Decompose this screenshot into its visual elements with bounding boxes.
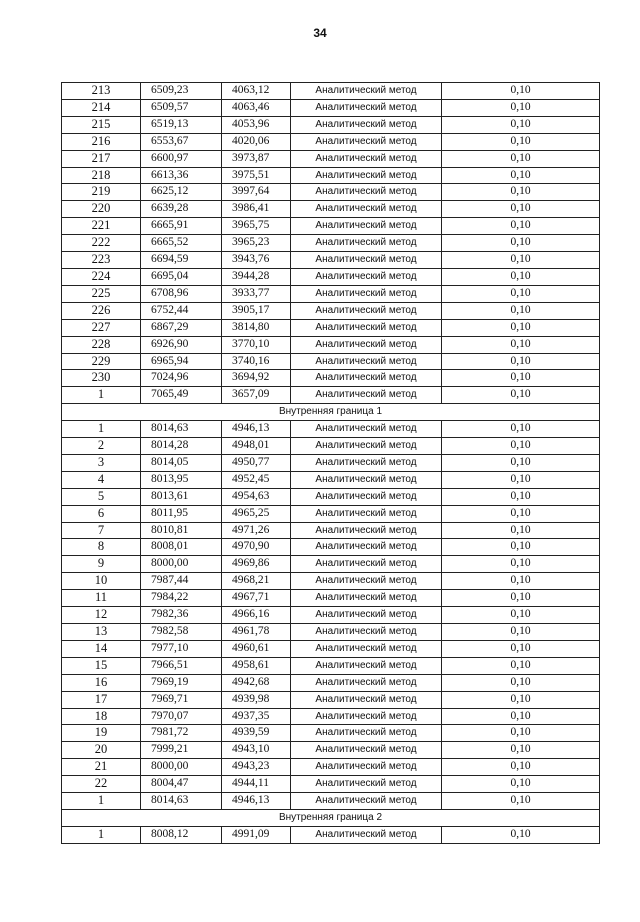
x-coordinate-cell: 8014,28: [141, 438, 222, 455]
accuracy-cell: 0,10: [442, 590, 600, 607]
point-number-cell: 230: [62, 370, 141, 387]
method-cell: Аналитический метод: [291, 387, 442, 404]
x-coordinate-cell: 7065,49: [141, 387, 222, 404]
method-cell: Аналитический метод: [291, 776, 442, 793]
point-number-cell: 215: [62, 116, 141, 133]
point-number-cell: 22: [62, 776, 141, 793]
method-cell: Аналитический метод: [291, 438, 442, 455]
accuracy-cell: 0,10: [442, 201, 600, 218]
table-row: [62, 167, 600, 184]
x-coordinate-cell: 8000,00: [141, 556, 222, 573]
x-coordinate-cell: 6752,44: [141, 302, 222, 319]
method-cell: Аналитический метод: [291, 421, 442, 438]
y-coordinate-cell: 4020,06: [222, 133, 291, 150]
table-row: [62, 421, 600, 438]
x-coordinate-cell: 7969,19: [141, 674, 222, 691]
point-number-cell: 219: [62, 184, 141, 201]
y-coordinate-cell: 4971,26: [222, 522, 291, 539]
table-row: [62, 438, 600, 455]
accuracy-cell: 0,10: [442, 776, 600, 793]
x-coordinate-cell: 6509,23: [141, 83, 222, 100]
x-coordinate-cell: 8008,12: [141, 826, 222, 843]
table-row: [62, 387, 600, 404]
method-cell: Аналитический метод: [291, 691, 442, 708]
method-cell: Аналитический метод: [291, 99, 442, 116]
x-coordinate-cell: 7987,44: [141, 573, 222, 590]
table-row: [62, 218, 600, 235]
x-coordinate-cell: 8014,63: [141, 421, 222, 438]
y-coordinate-cell: 3965,75: [222, 218, 291, 235]
point-number-cell: 1: [62, 826, 141, 843]
accuracy-cell: 0,10: [442, 167, 600, 184]
x-coordinate-cell: 6600,97: [141, 150, 222, 167]
point-number-cell: 216: [62, 133, 141, 150]
section-header-row: [62, 809, 600, 826]
accuracy-cell: 0,10: [442, 218, 600, 235]
method-cell: Аналитический метод: [291, 285, 442, 302]
method-cell: Аналитический метод: [291, 116, 442, 133]
table-row: [62, 640, 600, 657]
table-row: [62, 235, 600, 252]
table-row: [62, 624, 600, 641]
x-coordinate-cell: 6553,67: [141, 133, 222, 150]
y-coordinate-cell: 4970,90: [222, 539, 291, 556]
table-row: [62, 370, 600, 387]
accuracy-cell: 0,10: [442, 573, 600, 590]
table-row: [62, 336, 600, 353]
y-coordinate-cell: 4965,25: [222, 505, 291, 522]
y-coordinate-cell: 3694,92: [222, 370, 291, 387]
table-row: [62, 505, 600, 522]
y-coordinate-cell: 4948,01: [222, 438, 291, 455]
table-row: [62, 793, 600, 810]
accuracy-cell: 0,10: [442, 708, 600, 725]
table-row: [62, 759, 600, 776]
method-cell: Аналитический метод: [291, 83, 442, 100]
x-coordinate-cell: 6625,12: [141, 184, 222, 201]
table-row: [62, 471, 600, 488]
method-cell: Аналитический метод: [291, 488, 442, 505]
table-row: [62, 319, 600, 336]
method-cell: Аналитический метод: [291, 708, 442, 725]
table-row: [62, 285, 600, 302]
point-number-cell: 17: [62, 691, 141, 708]
accuracy-cell: 0,10: [442, 302, 600, 319]
accuracy-cell: 0,10: [442, 607, 600, 624]
point-number-cell: 18: [62, 708, 141, 725]
point-number-cell: 16: [62, 674, 141, 691]
method-cell: Аналитический метод: [291, 252, 442, 269]
accuracy-cell: 0,10: [442, 353, 600, 370]
x-coordinate-cell: 6665,52: [141, 235, 222, 252]
point-number-cell: 3: [62, 454, 141, 471]
table-row: [62, 99, 600, 116]
x-coordinate-cell: 6509,57: [141, 99, 222, 116]
y-coordinate-cell: 4954,63: [222, 488, 291, 505]
accuracy-cell: 0,10: [442, 319, 600, 336]
method-cell: Аналитический метод: [291, 133, 442, 150]
x-coordinate-cell: 7982,58: [141, 624, 222, 641]
x-coordinate-cell: 8010,81: [141, 522, 222, 539]
y-coordinate-cell: 3933,77: [222, 285, 291, 302]
y-coordinate-cell: 4937,35: [222, 708, 291, 725]
x-coordinate-cell: 6519,13: [141, 116, 222, 133]
accuracy-cell: 0,10: [442, 268, 600, 285]
x-coordinate-cell: 8014,05: [141, 454, 222, 471]
point-number-cell: 224: [62, 268, 141, 285]
point-number-cell: 223: [62, 252, 141, 269]
table-row: [62, 742, 600, 759]
method-cell: Аналитический метод: [291, 505, 442, 522]
method-cell: Аналитический метод: [291, 336, 442, 353]
x-coordinate-cell: 6613,36: [141, 167, 222, 184]
table-row: [62, 674, 600, 691]
x-coordinate-cell: 6867,29: [141, 319, 222, 336]
accuracy-cell: 0,10: [442, 99, 600, 116]
x-coordinate-cell: 7024,96: [141, 370, 222, 387]
point-number-cell: 220: [62, 201, 141, 218]
point-number-cell: 225: [62, 285, 141, 302]
point-number-cell: 2: [62, 438, 141, 455]
accuracy-cell: 0,10: [442, 83, 600, 100]
accuracy-cell: 0,10: [442, 742, 600, 759]
method-cell: Аналитический метод: [291, 454, 442, 471]
accuracy-cell: 0,10: [442, 657, 600, 674]
table-row: [62, 83, 600, 100]
table-row: [62, 708, 600, 725]
table-row: [62, 590, 600, 607]
table-row: [62, 116, 600, 133]
method-cell: Аналитический метод: [291, 607, 442, 624]
method-cell: Аналитический метод: [291, 471, 442, 488]
accuracy-cell: 0,10: [442, 235, 600, 252]
y-coordinate-cell: 3965,23: [222, 235, 291, 252]
point-number-cell: 213: [62, 83, 141, 100]
table-row: [62, 268, 600, 285]
method-cell: Аналитический метод: [291, 640, 442, 657]
point-number-cell: 7: [62, 522, 141, 539]
point-number-cell: 221: [62, 218, 141, 235]
accuracy-cell: 0,10: [442, 691, 600, 708]
y-coordinate-cell: 4943,23: [222, 759, 291, 776]
table-row: [62, 488, 600, 505]
accuracy-cell: 0,10: [442, 488, 600, 505]
y-coordinate-cell: 4053,96: [222, 116, 291, 133]
table-row: [62, 725, 600, 742]
table-row: [62, 302, 600, 319]
point-number-cell: 14: [62, 640, 141, 657]
method-cell: Аналитический метод: [291, 759, 442, 776]
point-number-cell: 1: [62, 793, 141, 810]
accuracy-cell: 0,10: [442, 725, 600, 742]
x-coordinate-cell: 6694,59: [141, 252, 222, 269]
y-coordinate-cell: 3740,16: [222, 353, 291, 370]
accuracy-cell: 0,10: [442, 184, 600, 201]
method-cell: Аналитический метод: [291, 268, 442, 285]
x-coordinate-cell: 7981,72: [141, 725, 222, 742]
method-cell: Аналитический метод: [291, 573, 442, 590]
table-row: [62, 556, 600, 573]
accuracy-cell: 0,10: [442, 370, 600, 387]
point-number-cell: 19: [62, 725, 141, 742]
method-cell: Аналитический метод: [291, 793, 442, 810]
y-coordinate-cell: 4946,13: [222, 793, 291, 810]
accuracy-cell: 0,10: [442, 640, 600, 657]
method-cell: Аналитический метод: [291, 826, 442, 843]
point-number-cell: 21: [62, 759, 141, 776]
method-cell: Аналитический метод: [291, 674, 442, 691]
method-cell: Аналитический метод: [291, 201, 442, 218]
accuracy-cell: 0,10: [442, 505, 600, 522]
accuracy-cell: 0,10: [442, 793, 600, 810]
table-row: [62, 353, 600, 370]
table-row: [62, 201, 600, 218]
x-coordinate-cell: 7966,51: [141, 657, 222, 674]
point-number-cell: 228: [62, 336, 141, 353]
method-cell: Аналитический метод: [291, 522, 442, 539]
method-cell: Аналитический метод: [291, 370, 442, 387]
y-coordinate-cell: 4966,16: [222, 607, 291, 624]
y-coordinate-cell: 3814,80: [222, 319, 291, 336]
y-coordinate-cell: 3943,76: [222, 252, 291, 269]
section-header-row: [62, 404, 600, 421]
method-cell: Аналитический метод: [291, 235, 442, 252]
y-coordinate-cell: 3944,28: [222, 268, 291, 285]
y-coordinate-cell: 4939,59: [222, 725, 291, 742]
accuracy-cell: 0,10: [442, 826, 600, 843]
table-row: [62, 776, 600, 793]
x-coordinate-cell: 8004,47: [141, 776, 222, 793]
method-cell: Аналитический метод: [291, 657, 442, 674]
point-number-cell: 217: [62, 150, 141, 167]
point-number-cell: 6: [62, 505, 141, 522]
table-row: [62, 454, 600, 471]
point-number-cell: 226: [62, 302, 141, 319]
x-coordinate-cell: 7970,07: [141, 708, 222, 725]
y-coordinate-cell: 4961,78: [222, 624, 291, 641]
y-coordinate-cell: 4946,13: [222, 421, 291, 438]
y-coordinate-cell: 3905,17: [222, 302, 291, 319]
y-coordinate-cell: 4991,09: [222, 826, 291, 843]
point-number-cell: 9: [62, 556, 141, 573]
y-coordinate-cell: 4063,12: [222, 83, 291, 100]
x-coordinate-cell: 8011,95: [141, 505, 222, 522]
x-coordinate-cell: 7969,71: [141, 691, 222, 708]
y-coordinate-cell: 4952,45: [222, 471, 291, 488]
method-cell: Аналитический метод: [291, 742, 442, 759]
x-coordinate-cell: 8013,95: [141, 471, 222, 488]
y-coordinate-cell: 4944,11: [222, 776, 291, 793]
point-number-cell: 229: [62, 353, 141, 370]
point-number-cell: 15: [62, 657, 141, 674]
table-row: [62, 539, 600, 556]
accuracy-cell: 0,10: [442, 150, 600, 167]
point-number-cell: 13: [62, 624, 141, 641]
method-cell: Аналитический метод: [291, 184, 442, 201]
accuracy-cell: 0,10: [442, 336, 600, 353]
y-coordinate-cell: 3973,87: [222, 150, 291, 167]
point-number-cell: 1: [62, 421, 141, 438]
table-row: [62, 573, 600, 590]
x-coordinate-cell: 8014,63: [141, 793, 222, 810]
y-coordinate-cell: 4942,68: [222, 674, 291, 691]
y-coordinate-cell: 3770,10: [222, 336, 291, 353]
y-coordinate-cell: 4958,61: [222, 657, 291, 674]
x-coordinate-cell: 6665,91: [141, 218, 222, 235]
y-coordinate-cell: 4063,46: [222, 99, 291, 116]
coordinates-table-body: [62, 83, 600, 844]
method-cell: Аналитический метод: [291, 725, 442, 742]
point-number-cell: 227: [62, 319, 141, 336]
table-row: [62, 522, 600, 539]
y-coordinate-cell: 3986,41: [222, 201, 291, 218]
point-number-cell: 1: [62, 387, 141, 404]
method-cell: Аналитический метод: [291, 302, 442, 319]
accuracy-cell: 0,10: [442, 471, 600, 488]
point-number-cell: 8: [62, 539, 141, 556]
method-cell: Аналитический метод: [291, 218, 442, 235]
y-coordinate-cell: 4950,77: [222, 454, 291, 471]
y-coordinate-cell: 4960,61: [222, 640, 291, 657]
table-row: [62, 691, 600, 708]
y-coordinate-cell: 3997,64: [222, 184, 291, 201]
coordinates-table: [61, 82, 600, 844]
method-cell: Аналитический метод: [291, 167, 442, 184]
accuracy-cell: 0,10: [442, 252, 600, 269]
accuracy-cell: 0,10: [442, 674, 600, 691]
method-cell: Аналитический метод: [291, 150, 442, 167]
x-coordinate-cell: 6639,28: [141, 201, 222, 218]
accuracy-cell: 0,10: [442, 133, 600, 150]
accuracy-cell: 0,10: [442, 387, 600, 404]
table-row: [62, 133, 600, 150]
x-coordinate-cell: 8013,61: [141, 488, 222, 505]
point-number-cell: 11: [62, 590, 141, 607]
x-coordinate-cell: 8008,01: [141, 539, 222, 556]
x-coordinate-cell: 6695,04: [141, 268, 222, 285]
x-coordinate-cell: 6965,94: [141, 353, 222, 370]
accuracy-cell: 0,10: [442, 454, 600, 471]
x-coordinate-cell: 7984,22: [141, 590, 222, 607]
x-coordinate-cell: 7999,21: [141, 742, 222, 759]
point-number-cell: 12: [62, 607, 141, 624]
table-row: [62, 607, 600, 624]
accuracy-cell: 0,10: [442, 421, 600, 438]
y-coordinate-cell: 3657,09: [222, 387, 291, 404]
accuracy-cell: 0,10: [442, 759, 600, 776]
point-number-cell: 10: [62, 573, 141, 590]
x-coordinate-cell: 6926,90: [141, 336, 222, 353]
accuracy-cell: 0,10: [442, 624, 600, 641]
section-title: Внутренняя граница 2: [62, 809, 600, 826]
accuracy-cell: 0,10: [442, 116, 600, 133]
accuracy-cell: 0,10: [442, 556, 600, 573]
table-row: [62, 252, 600, 269]
y-coordinate-cell: 4939,98: [222, 691, 291, 708]
point-number-cell: 20: [62, 742, 141, 759]
method-cell: Аналитический метод: [291, 539, 442, 556]
accuracy-cell: 0,10: [442, 539, 600, 556]
method-cell: Аналитический метод: [291, 353, 442, 370]
method-cell: Аналитический метод: [291, 556, 442, 573]
accuracy-cell: 0,10: [442, 438, 600, 455]
x-coordinate-cell: 8000,00: [141, 759, 222, 776]
x-coordinate-cell: 7982,36: [141, 607, 222, 624]
y-coordinate-cell: 4967,71: [222, 590, 291, 607]
table-row: [62, 184, 600, 201]
table-row: [62, 657, 600, 674]
point-number-cell: 4: [62, 471, 141, 488]
y-coordinate-cell: 4969,86: [222, 556, 291, 573]
table-row: [62, 150, 600, 167]
page-number: 34: [313, 26, 327, 40]
method-cell: Аналитический метод: [291, 590, 442, 607]
section-title: Внутренняя граница 1: [62, 404, 600, 421]
accuracy-cell: 0,10: [442, 522, 600, 539]
point-number-cell: 222: [62, 235, 141, 252]
point-number-cell: 218: [62, 167, 141, 184]
method-cell: Аналитический метод: [291, 624, 442, 641]
accuracy-cell: 0,10: [442, 285, 600, 302]
y-coordinate-cell: 4943,10: [222, 742, 291, 759]
point-number-cell: 214: [62, 99, 141, 116]
y-coordinate-cell: 3975,51: [222, 167, 291, 184]
point-number-cell: 5: [62, 488, 141, 505]
y-coordinate-cell: 4968,21: [222, 573, 291, 590]
x-coordinate-cell: 6708,96: [141, 285, 222, 302]
x-coordinate-cell: 7977,10: [141, 640, 222, 657]
table-row: [62, 826, 600, 843]
method-cell: Аналитический метод: [291, 319, 442, 336]
